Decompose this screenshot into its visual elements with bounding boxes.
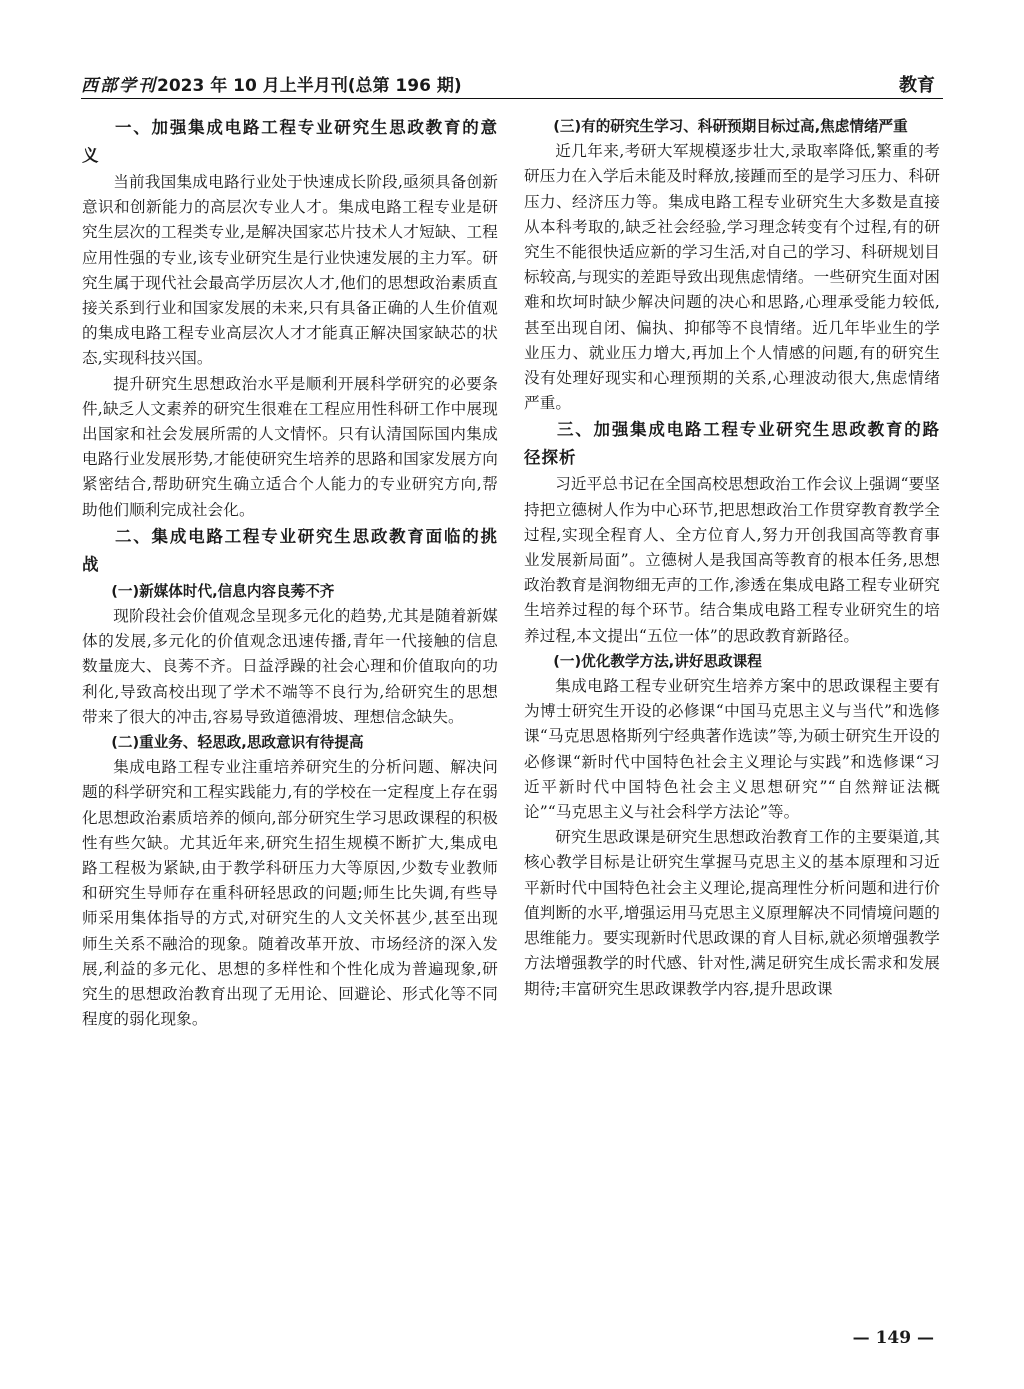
- left-column: [82, 114, 498, 1033]
- body-paragraph: 近几年来,考研大军规模逐步壮大,录取率降低,繁重的考研压力在入学后未能及时释放,接踵而至的是学习压力、科研压力、经济压力等。集成电路工程专业研究生大多数是直接从本科考取的,缺乏社会经验,学习理念转变有个过程,有的研究生不能很快适应新的学习生活,对自己的学习、科研规划目标较高,与现实的差距导致出现焦虑情绪。一些研究生面对困难和坎坷时缺少解决问题的决心和思路,心理承受能力较低,甚至出现自闭、偏执、抑郁等不良情绪。近几年毕业生的学业压力、就业压力增大,再加上个人情感的问题,有的研究生没有处理好现实和心理预期的关系,心理波动很大,焦虑情绪严重。: [524, 142, 940, 413]
- body-paragraph: 习近平总书记在全国高校思想政治工作会议上强调“要坚持把立德树人作为中心环节,把思想政治工作贯穿教育教学全过程,实现全程育人、全方位育人,努力开创我国高等教育事业发展新局面”。立德树人是我国高等教育的根本任务,思想政治教育是润物细无声的工作,渗透在集成电路工程专业研究生培养过程的每个环节。结合集成电路工程专业研究生的培养过程,本文提出“五位一体”的思政教育新路径。: [524, 475, 940, 645]
- subsection-heading: (三)有的研究生学习、科研预期目标过高,焦虑情绪严重: [553, 118, 908, 135]
- body-paragraph: 当前我国集成电路行业处于快速成长阶段,亟须具备创新意识和创新能力的高层次专业人才。集成电路工程专业是研究生层次的工程类专业,是解决国家芯片技术人才短缺、工程应用性强的专业,该专业研究生是行业快速发展的主力军。研究生属于现代社会最高学历层次人才,他们的思想政治素质直接关系到行业和国家发展的未来,只有具备正确的人生价值观的集成电路工程专业高层次人才才能真正解决国家缺芯的状态,实现科技兴国。: [82, 173, 498, 368]
- issue-info: 2023 年 10 月上半月刊(总第 196 期): [157, 76, 462, 96]
- section-label: 教育: [899, 75, 935, 96]
- subsection-heading: (一)优化教学方法,讲好思政课程: [553, 652, 762, 670]
- journal-header-left: [81, 71, 462, 96]
- body-paragraph: 提升研究生思想政治水平是顺利开展科学研究的必要条件,缺乏人文素养的研究生很难在工程应用性科研工作中展现出国家和社会发展所需的人文情怀。只有认清国际国内集成电路行业发展形势,才能使研究生培养的思路和国家发展方向紧密结合,帮助研究生确立适合个人能力的专业研究方向,帮助他们顺利完成社会化。: [82, 374, 498, 519]
- page-number: — 149 —: [852, 1328, 934, 1348]
- subsection-heading: (二)重业务、轻思政,思政意识有待提高: [111, 734, 364, 752]
- header-rule: [81, 98, 943, 99]
- section-heading: 二、集成电路工程专业研究生思政教育面临的挑战: [82, 526, 498, 574]
- subsection-heading: (一)新媒体时代,信息内容良莠不齐: [111, 582, 335, 600]
- body-paragraph: 现阶段社会价值观念呈现多元化的趋势,尤其是随着新媒体的发展,多元化的价值观念迅速传播,青年一代接触的信息数量庞大、良莠不齐。日益浮躁的社会心理和价值取向的功利化,导致高校出现了学术不端等不良行为,给研究生的思想带来了很大的冲击,容易导致道德滑坡、理想信念缺失。: [82, 607, 498, 726]
- section-heading: 一、加强集成电路工程专业研究生思政教育的意义: [82, 118, 498, 165]
- running-header: [81, 68, 943, 96]
- body-paragraph: 研究生思政课是研究生思想政治教育工作的主要渠道,其核心教学目标是让研究生掌握马克思主义的基本原理和习近平新时代中国特色社会主义理论,提高理性分析问题和进行价值判断的水平,增强运用马克思主义原理解决不同情境问题的思维能力。要实现新时代思政课的育人目标,就必须增强教学方法增强教学的时代感、针对性,满足研究生成长需求和发展期待;丰富研究生思政课教学内容,提升思政课: [524, 828, 940, 998]
- right-column: [524, 114, 940, 1002]
- journal-logo: 西部学刊: [81, 76, 157, 96]
- body-paragraph: 集成电路工程专业注重培养研究生的分析问题、解决问题的科学研究和工程实践能力,有的学校在一定程度上存在弱化思想政治素质培养的倾向,部分研究生学习思政课程的积极性有些欠缺。尤其近年来,研究生招生规模不断扩大,集成电路工程极为紧缺,由于教学科研压力大等原因,少数专业教师和研究生导师存在重科研轻思政的问题;师生比失调,有些导师采用集体指导的方式,对研究生的人文关怀甚少,甚至出现师生关系不融洽的现象。随着改革开放、市场经济的深入发展,利益的多元化、思想的多样性和个性化成为普遍现象,研究生的思想政治教育出现了无用论、回避论、形式化等不同程度的弱化现象。: [82, 758, 498, 1029]
- body-paragraph: 集成电路工程专业研究生培养方案中的思政课程主要有为博士研究生开设的必修课“中国马克思主义与当代”和选修课“马克思恩格斯列宁经典著作选读”等,为硕士研究生开设的必修课“新时代中国特色社会主义理论与实践”和选修课“习近平新时代中国特色社会主义思想研究”“自然辩证法概论”“马克思主义与社会科学方法论”等。: [524, 677, 940, 822]
- section-heading: 三、加强集成电路工程专业研究生思政教育的路径探析: [524, 420, 940, 468]
